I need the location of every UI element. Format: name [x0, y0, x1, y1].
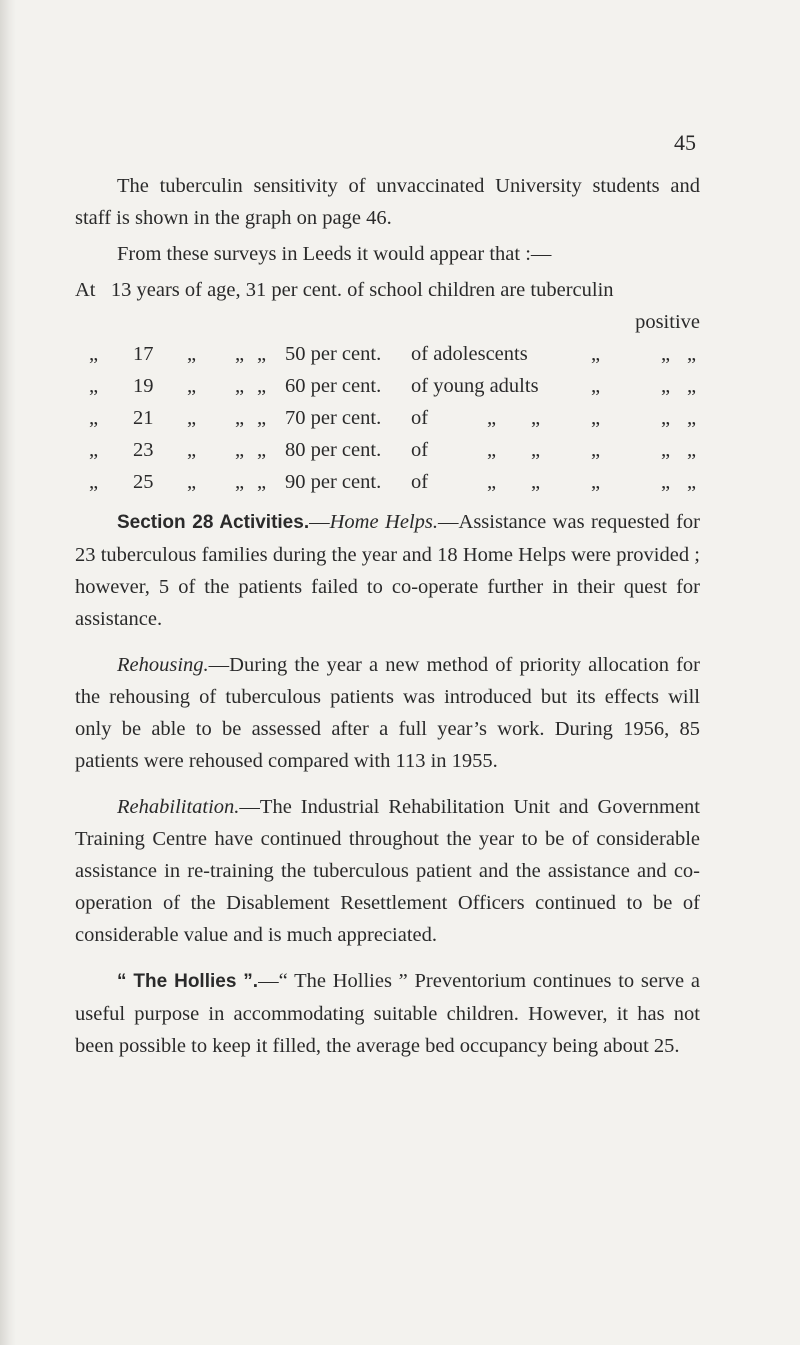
age-value: 25 — [133, 471, 154, 493]
page-body — [75, 170, 700, 1062]
percent-value: 90 per cent. — [285, 471, 382, 493]
ditto-mark: „ — [661, 439, 671, 461]
rehabilitation-title: Rehabilitation. — [117, 796, 240, 818]
table-row — [75, 434, 700, 466]
ditto-mark: „ — [89, 407, 99, 429]
age-value: 23 — [133, 439, 154, 461]
home-helps-title: Home Helps. — [329, 511, 439, 533]
rehousing-title: Rehousing. — [117, 654, 209, 676]
table-first-row — [75, 274, 700, 306]
ditto-mark: „ — [235, 375, 245, 397]
ditto-mark: „ — [257, 471, 267, 493]
page-number: 45 — [674, 130, 696, 155]
hollies-text: —“ The Hollies ” Preventorium continues to serve a useful purpose in accommodating suitable children. However, it has not been possible to keep it filled, the average bed occupancy being about 25. — [75, 970, 700, 1057]
page-edge-shadow — [0, 0, 16, 1345]
intro-lead: From these surveys in Leeds it would appear that :— — [117, 243, 552, 265]
table-row — [75, 370, 700, 402]
percent-value: 31 per cent. — [245, 279, 342, 301]
sensitivity-table — [75, 274, 700, 500]
section-heading: Section 28 Activities. — [117, 512, 310, 533]
ditto-mark: „ — [531, 471, 541, 493]
ditto-mark: „ — [235, 407, 245, 429]
ditto-mark: „ — [591, 407, 601, 429]
ditto-mark: „ — [687, 407, 697, 429]
ditto-mark: „ — [235, 343, 245, 365]
ditto-mark: „ — [257, 375, 267, 397]
ditto-mark: „ — [187, 375, 197, 397]
ditto-mark: „ — [591, 439, 601, 461]
age-label: years of age, — [136, 279, 241, 301]
ditto-mark: „ — [591, 375, 601, 397]
ditto-mark: „ — [187, 471, 197, 493]
rehousing-text: —During the year a new method of priority allocation for the rehousing of tuberculous patients was introduced but its effects will only be able to be assessed after a full year’s work. During 1956, 85 patients were rehoused compared with 113 in 1955. — [75, 654, 700, 772]
group-label: of — [411, 471, 429, 493]
ditto-mark: „ — [257, 439, 267, 461]
positive-label: positive — [635, 311, 700, 333]
ditto-mark: „ — [531, 407, 541, 429]
ditto-mark: „ — [661, 471, 671, 493]
group-label: of — [411, 439, 429, 461]
group-label: of school children are tuberculin — [347, 279, 614, 301]
intro-paragraph: The tuberculin sensitivity of unvaccinated University students and staff is shown in the graph on page 46. — [75, 175, 700, 229]
ditto-mark: „ — [187, 439, 197, 461]
table-row — [75, 338, 700, 370]
table-row — [75, 402, 700, 434]
home-helps-text: —Assistance was requested for 23 tuberculous families during the year and 18 Home Helps were provided ; however, 5 of the patients failed to co-operate further in their quest for assistance. — [75, 511, 700, 630]
group-label: of adolescents — [411, 343, 528, 365]
ditto-mark: „ — [487, 407, 497, 429]
ditto-mark: „ — [89, 375, 99, 397]
ditto-mark: „ — [487, 471, 497, 493]
ditto-mark: „ — [187, 407, 197, 429]
ditto-mark: „ — [235, 471, 245, 493]
ditto-mark: „ — [687, 439, 697, 461]
percent-value: 80 per cent. — [285, 439, 382, 461]
ditto-mark: „ — [687, 343, 697, 365]
table-row — [75, 466, 700, 498]
ditto-mark: „ — [257, 407, 267, 429]
dash: — — [309, 511, 330, 533]
at-label: At — [75, 279, 96, 301]
ditto-mark: „ — [591, 343, 601, 365]
ditto-mark: „ — [661, 407, 671, 429]
ditto-mark: „ — [661, 375, 671, 397]
ditto-mark: „ — [89, 439, 99, 461]
group-label: of — [411, 407, 429, 429]
percent-value: 70 per cent. — [285, 407, 382, 429]
hollies-paragraph — [75, 965, 700, 1062]
age-value: 13 — [110, 279, 132, 301]
table-rows — [75, 338, 700, 500]
group-label: of young adults — [411, 375, 539, 397]
ditto-mark: „ — [687, 375, 697, 397]
percent-value: 50 per cent. — [285, 343, 382, 365]
ditto-mark: „ — [487, 439, 497, 461]
rehousing-paragraph — [75, 649, 700, 777]
hollies-title: “ The Hollies ”. — [117, 971, 259, 992]
age-value: 17 — [133, 343, 154, 365]
percent-value: 60 per cent. — [285, 375, 382, 397]
rehabilitation-text: —The Industrial Rehabilitation Unit and Government Training Centre have continued throughout the year to be of considerable assistance in re-training the tuberculous patient and the assistance and co-operation of the Disablement Resettlement Officers continued to be of considerable value and is much appreciated. — [75, 796, 700, 946]
age-value: 21 — [133, 407, 154, 429]
ditto-mark: „ — [235, 439, 245, 461]
ditto-mark: „ — [687, 471, 697, 493]
ditto-mark: „ — [591, 471, 601, 493]
ditto-mark: „ — [661, 343, 671, 365]
ditto-mark: „ — [89, 343, 99, 365]
age-value: 19 — [133, 375, 154, 397]
ditto-mark: „ — [89, 471, 99, 493]
ditto-mark: „ — [187, 343, 197, 365]
ditto-mark: „ — [257, 343, 267, 365]
rehabilitation-paragraph — [75, 791, 700, 951]
ditto-mark: „ — [531, 439, 541, 461]
home-helps-paragraph — [75, 506, 700, 635]
